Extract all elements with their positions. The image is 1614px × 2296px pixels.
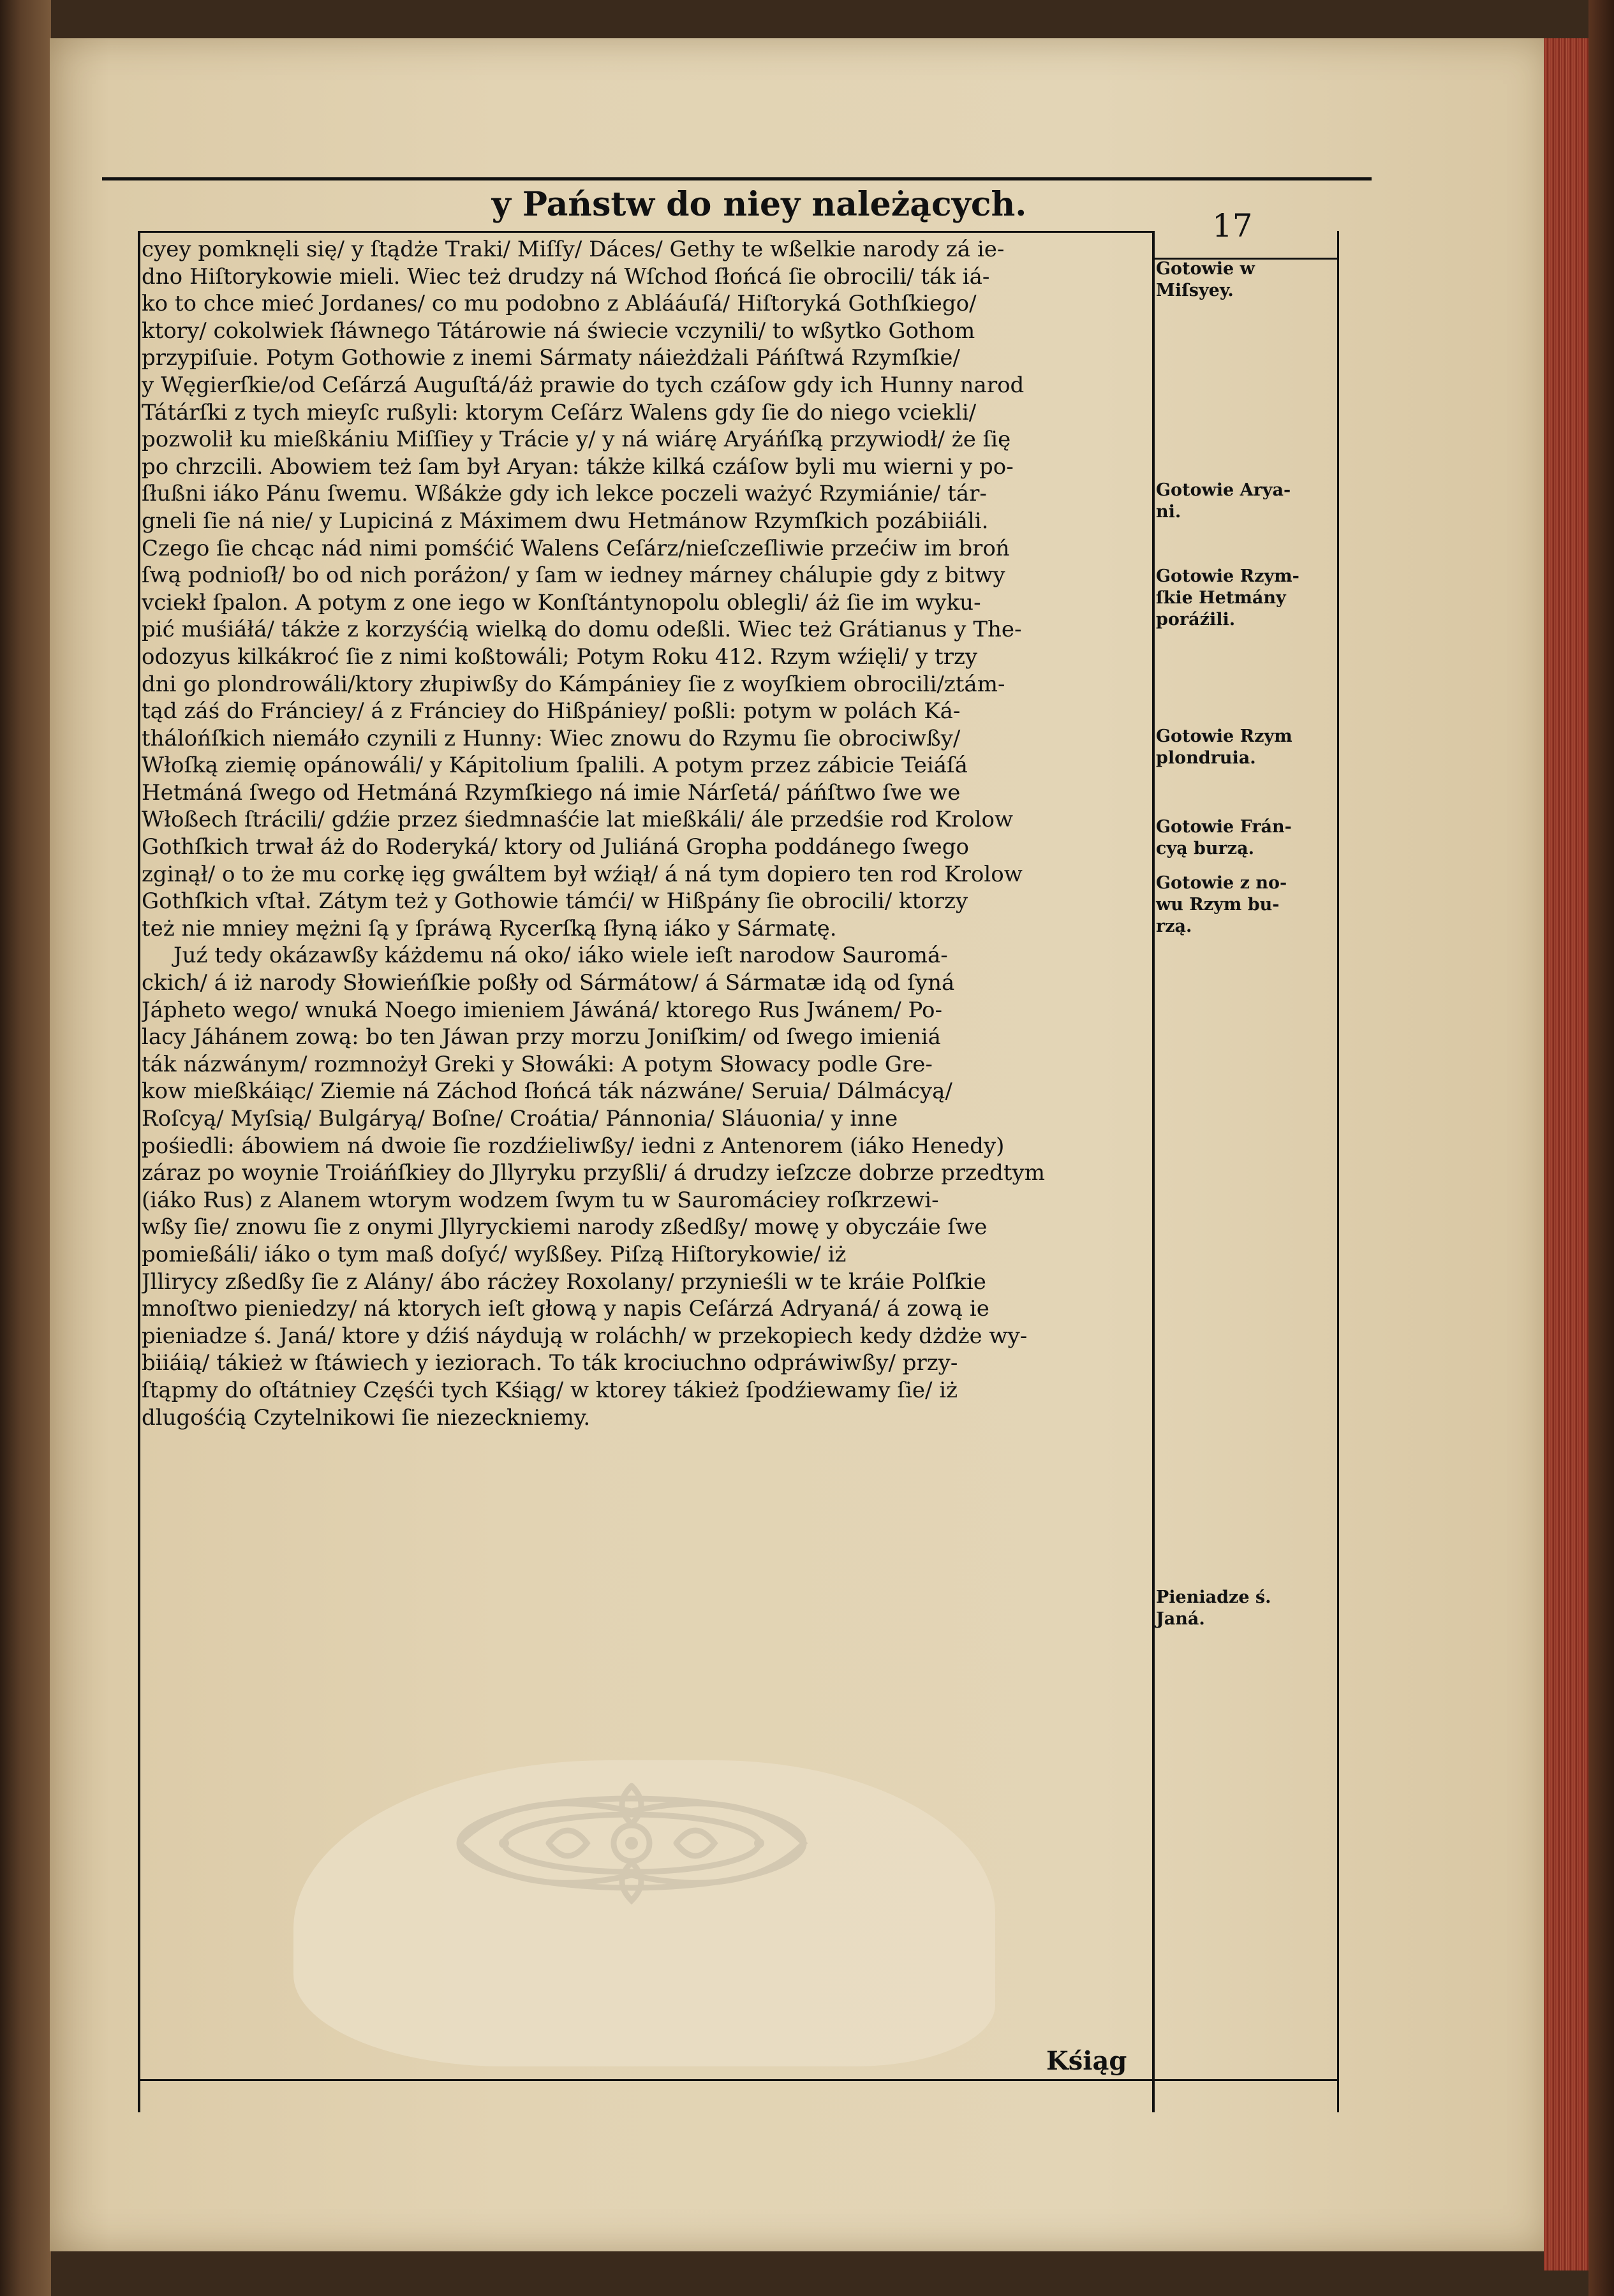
running-header: y Państw do niey należących.: [491, 185, 1027, 224]
text-line: Czego ſie chcąc nád nimi pomśćić Walens Ceſárz/nieſczeſliwie przećiw im broń: [142, 535, 1010, 561]
margin-note-line: Pieniadze ś.: [1156, 1587, 1271, 1607]
text-line: Włoſką ziemię opánowáli/ y Kápitolium ſpalili. A potym przez zábicie Teiáſá: [142, 753, 968, 779]
margin-note-line: plondruia.: [1156, 748, 1256, 768]
book-cover-edge: [1588, 0, 1614, 2296]
text-line: tąd záś do Fránciey/ á z Fránciey do Hißpániey/ poßli: potym w polách Ká-: [142, 698, 961, 725]
text-line: kow mießkáiąc/ Ziemie ná Záchod ſłońcá ták názwáne/ Seruia/ Dálmácyą/: [142, 1078, 952, 1105]
margin-note-line: Gotowie w: [1156, 259, 1255, 279]
text-line: pić muśiáłá/ tákże z korzyśćią wielką do domu odeßli. Wiec też Grátianus y The-: [142, 617, 1022, 643]
margin-note-line: Gotowie Arya-: [1156, 480, 1291, 500]
text-line: gneli ſie ná nie/ y Lupiciná z Máximem dwu Hetmánow Rzymſkich pozábiiáli.: [142, 508, 989, 534]
text-line: wßy ſie/ znowu ſie z onymi Jllyryckiemi narody zßedßy/ mowę y obyczáie ſwe: [142, 1214, 988, 1240]
margin-note-line: ſkie Hetmány: [1156, 588, 1286, 608]
margin-note: [1156, 480, 1347, 523]
text-line: mnoſtwo pieniedzy/ ná ktorych ieſt głową y napis Ceſárzá Adryaná/ á zową ie: [142, 1296, 989, 1322]
text-line: ſtąpmy do oſtátniey Częśći tych Kśiąg/ w ktorey tákież ſpodźiewamy ſie/ iż: [142, 1377, 958, 1403]
margin-note-line: ni.: [1156, 502, 1181, 522]
body-text: [142, 236, 1148, 1431]
body-right-rule: [1152, 231, 1155, 2112]
text-line: Gothſkich trwał áż do Roderyká/ ktory od Juliáná Gropha poddánego ſwego: [142, 834, 970, 860]
text-line: ſwą podnioſł/ bo od nich poráżon/ y ſam w iedney márney chálupie gdy z bitwy: [142, 563, 1005, 589]
text-line: pośiedli: ábowiem ná dwoie ſie rozdźieliwßy/ iedni z Antenorem (iáko Henedy): [142, 1133, 1005, 1159]
text-line: Włoßech ſtrácili/ gdźie przez śiedmnaśćie lat mießkáli/ ále przedśie rod Krolow: [142, 807, 1014, 833]
text-line: dlugośćią Czytelnikowi ſie niezeckniemy.: [142, 1404, 591, 1431]
text-line: przypiſuie. Potym Gothowie z inemi Sármaty náieżdżali Páńſtwá Rzymſkie/: [142, 345, 960, 371]
margin-note-line: Janá.: [1156, 1609, 1205, 1629]
text-line: biiáią/ tákież w ſtáwiech y ieziorach. To ták krociuchno odpráwiwßy/ przy-: [142, 1350, 958, 1376]
margin-note-line: Gotowie Rzym-: [1156, 566, 1299, 586]
text-line: thálońſkich niemáło czynili z Hunny: Wiec znowu do Rzymu ſie obrociwßy/: [142, 725, 961, 751]
text-line: vciekł ſpalon. A potym z one iego w Konſtántynopolu oblegli/ áż ſie im wyku-: [142, 589, 981, 615]
margin-note-line: Miſsyey.: [1156, 281, 1234, 300]
text-line: cyey pomknęli się/ y ſtądże Traki/ Miſſy/ Dáces/ Gethy te wßelkie narody zá ie-: [142, 237, 1005, 262]
margin-note-line: Gotowie Frán-: [1156, 817, 1292, 837]
text-line: odozyus kilkákroć ſie z nimi koßtowáli; Potym Roku 412. Rzym wźięli/ y trzy: [142, 644, 978, 670]
text-line: po chrzcili. Abowiem też ſam był Aryan: tákże kilká czáſow byli mu wierni y po-: [142, 453, 1014, 480]
margin-note: [1156, 726, 1347, 769]
margin-note: [1156, 1587, 1347, 1630]
text-line: też nie mniey mężni ſą y ſpráwą Rycerſką ſłyną iáko y Sármatę.: [142, 915, 837, 941]
bottom-rule: [139, 2079, 1338, 2081]
text-line: záraz po woynie Troiáńſkiey do Jllyryku przyßli/ á drudzy ieſzcze dobrze przedtym: [142, 1160, 1045, 1186]
margin-note: [1156, 566, 1347, 631]
text-line: y Węgierſkie/od Ceſárzá Auguſtá/áż prawie do tych czáſow gdy ich Hunny narod: [142, 372, 1025, 398]
text-line: pieniadze ś. Janá/ ktore y dźiś náydują w roláchh/ w przekopiech kedy dżdże wy-: [142, 1323, 1028, 1349]
text-line: Jápheto wego/ wnuká Noego imieniem Jáwáná/ ktorego Rus Jwánem/ Po-: [142, 997, 942, 1023]
text-line: Hetmáná ſwego od Hetmáná Rzymſkiego ná imie Nárſetá/ páńſtwo ſwe we: [142, 779, 961, 806]
text-line: pomießáli/ iáko o tym maß doſyć/ wyßßey. Piſzą Hiſtorykowie/ iż: [142, 1241, 847, 1267]
margin-note: [1156, 258, 1347, 302]
text-line: ckich/ á iż narody Słowieńſkie poßły od Sármátow/ á Sármatæ idą od ſyná: [142, 970, 955, 996]
text-line: Jllirycy zßedßy ſie z Alány/ ábo rácżey Roxolany/ przynieśli w te kráie Polſkie: [142, 1269, 986, 1295]
text-line: ktory/ cokolwiek ſłáwnego Tátárowie ná świecie vczynili/ to wßytko Gothom: [142, 318, 975, 344]
book-spine-left: [0, 0, 51, 2296]
text-line: ſłußni iáko Pánu ſwemu. Wßákże gdy ich lekce poczeli ważyć Rzymiánie/ tár-: [142, 481, 987, 507]
text-line: ták názwánym/ rozmnożył Greki y Słowáki: A potym Słowacy podle Gre-: [142, 1051, 933, 1077]
body-left-rule: [138, 231, 140, 2112]
margin-note-line: poráźili.: [1156, 610, 1236, 629]
torn-paper-area: [293, 1760, 995, 2066]
catchword: Kśiąg: [1046, 2046, 1127, 2076]
margin-note: [1156, 872, 1347, 938]
page-number: 17: [1212, 207, 1253, 244]
margin-note-line: Gotowie Rzym: [1156, 726, 1292, 746]
margin-note-line: cyą burzą.: [1156, 839, 1254, 858]
text-line: Juź tedy okázawßy káżdemu ná oko/ iáko wiele ieſt narodow Sauromá-: [174, 943, 948, 969]
text-line: zginął/ o to że mu corkę ięg gwáltem był wźiął/ á ná tym dopiero ten rod Krolow: [142, 861, 1023, 887]
text-line: Gothſkich vſtał. Zátym też y Gothowie támći/ w Hißpány ſie obrocili/ ktorzy: [142, 888, 968, 915]
text-line: (iáko Rus) z Alanem wtorym wodzem ſwym tu w Sauromáciey roſkrzewi-: [142, 1187, 939, 1213]
text-line: Tátárſki z tych mieyſc rußyli: ktorym Ceſárz Walens gdy ſie do niego vciekli/: [142, 399, 977, 425]
margin-note-line: Gotowie z no-: [1156, 873, 1287, 893]
text-line: ko to chce mieć Jordanes/ co mu podobno z Ablááuſá/ Hiſtoryká Gothſkiego/: [142, 291, 977, 317]
text-line: dni go plondrowáli/ktory złupiwßy do Kámpániey ſie z woyſkiem obrocili/ztám-: [142, 671, 1005, 697]
header-rule: [139, 231, 1153, 233]
margin-note: [1156, 816, 1347, 860]
text-line: pozwolił ku mießkániu Miſſiey y Trácie y/ y ná wiárę Aryáńſką przywiodł/ że ſię: [142, 427, 1011, 453]
margin-note-line: wu Rzym bu-: [1156, 895, 1280, 915]
margin-note-line: rzą.: [1156, 916, 1192, 936]
text-line: dno Hiſtorykowie mieli. Wiec też drudzy ná Wſchod ſłońcá ſie obrocili/ ták iá-: [142, 263, 990, 290]
top-rule: [102, 177, 1372, 180]
text-line: Roſcyą/ Myſsią/ Bulgáryą/ Boſne/ Croátia/ Pánnonia/ Sláuonia/ y inne: [142, 1106, 898, 1131]
text-line: lacy Jáhánem zową: bo ten Jáwan przy morzu Joniſkim/ od ſwego imieniá: [142, 1024, 941, 1050]
